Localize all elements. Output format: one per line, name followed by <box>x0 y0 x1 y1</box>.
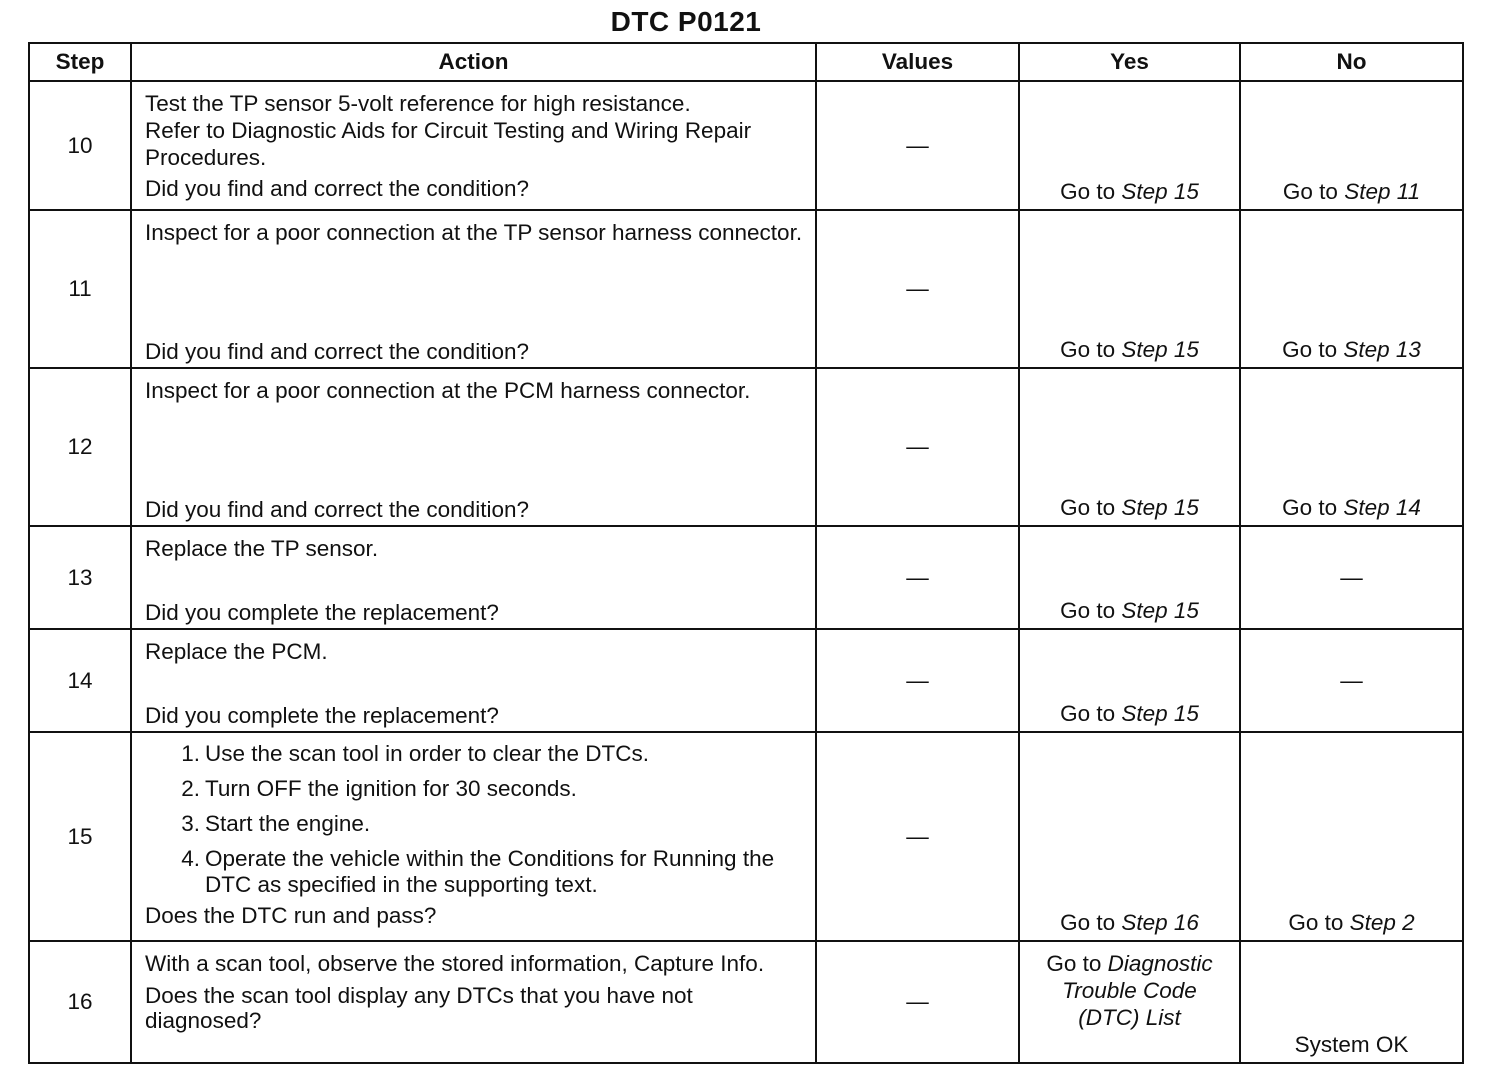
values-cell: — <box>816 629 1019 732</box>
table-row <box>29 941 1463 1063</box>
action-cell <box>131 941 816 1063</box>
yes-prefix: Go to <box>1060 910 1116 935</box>
no-prefix: Go to <box>1282 179 1338 204</box>
list-number: 4. <box>181 846 200 871</box>
list-item <box>145 846 803 898</box>
list-text: Use the scan tool in order to clear the DTCs. <box>205 741 649 766</box>
no-link[interactable]: Step 14 <box>1343 495 1421 520</box>
yes-link[interactable]: Step 15 <box>1121 179 1199 204</box>
yes-cell <box>1019 81 1240 210</box>
header-step: Step <box>29 43 131 81</box>
action-question: Did you find and correct the condition? <box>145 497 529 522</box>
action-text: Test the TP sensor 5-volt reference for high resistance. <box>145 91 691 116</box>
no-cell <box>1240 732 1463 941</box>
action-question: Does the scan tool display any DTCs that you have not diagnosed? <box>145 983 693 1033</box>
no-cell: — <box>1240 526 1463 629</box>
no-link[interactable]: Step 13 <box>1343 337 1421 362</box>
no-prefix: Go to <box>1282 337 1338 362</box>
yes-link[interactable]: Diagnostic Trouble Code (DTC) List <box>1062 951 1213 1030</box>
action-text: Refer to Diagnostic Aids for Circuit Testing and Wiring Repair Procedures. <box>145 118 752 170</box>
no-cell <box>1240 368 1463 526</box>
step-number: 14 <box>29 629 131 732</box>
yes-prefix: Go to <box>1060 598 1116 623</box>
list-text: Turn OFF the ignition for 30 seconds. <box>205 776 577 801</box>
action-question: Did you complete the replacement? <box>145 703 499 728</box>
header-action: Action <box>131 43 816 81</box>
step-number: 11 <box>29 210 131 368</box>
action-question: Did you find and correct the condition? <box>145 339 529 364</box>
yes-cell <box>1019 526 1240 629</box>
step-number: 16 <box>29 941 131 1063</box>
action-cell <box>131 629 816 732</box>
header-row <box>29 43 1463 81</box>
values-cell: — <box>816 526 1019 629</box>
table-row <box>29 368 1463 526</box>
list-item <box>145 741 803 767</box>
yes-link[interactable]: Step 15 <box>1121 701 1199 726</box>
no-prefix: Go to <box>1282 495 1338 520</box>
list-text: Operate the vehicle within the Conditions for Running the DTC as specified in the supporting text. <box>205 846 775 897</box>
action-cell <box>131 210 816 368</box>
values-cell: — <box>816 732 1019 941</box>
step-number: 10 <box>29 81 131 210</box>
action-text: Inspect for a poor connection at the TP sensor harness connector. <box>145 220 803 245</box>
step-number: 15 <box>29 732 131 941</box>
table-row <box>29 210 1463 368</box>
header-values: Values <box>816 43 1019 81</box>
yes-link[interactable]: Step 15 <box>1121 495 1199 520</box>
yes-cell <box>1019 210 1240 368</box>
values-cell: — <box>816 210 1019 368</box>
yes-prefix: Go to <box>1060 701 1116 726</box>
no-link[interactable]: Step 11 <box>1344 179 1421 204</box>
yes-prefix: Go to <box>1060 337 1116 362</box>
table-row <box>29 81 1463 210</box>
action-cell <box>131 526 816 629</box>
action-text: With a scan tool, observe the stored information, Capture Info. <box>145 951 765 976</box>
values-cell: — <box>816 941 1019 1063</box>
no-cell <box>1240 81 1463 210</box>
action-question: Did you complete the replacement? <box>145 600 499 625</box>
action-text: Inspect for a poor connection at the PCM harness connector. <box>145 378 751 403</box>
step-number: 13 <box>29 526 131 629</box>
list-number: 1. <box>181 741 200 766</box>
action-question: Did you find and correct the condition? <box>145 176 529 201</box>
no-cell: — <box>1240 629 1463 732</box>
table-row <box>29 732 1463 941</box>
no-cell <box>1240 210 1463 368</box>
yes-cell <box>1019 941 1240 1063</box>
no-cell: System OK <box>1240 941 1463 1063</box>
procedure-list <box>145 741 803 898</box>
page-title: DTC P0121 <box>610 6 762 37</box>
yes-prefix: Go to <box>1060 495 1116 520</box>
yes-cell <box>1019 368 1240 526</box>
yes-link[interactable]: Step 16 <box>1121 910 1199 935</box>
yes-link[interactable]: Step 15 <box>1121 337 1199 362</box>
action-cell <box>131 81 816 210</box>
yes-cell <box>1019 732 1240 941</box>
yes-cell <box>1019 629 1240 732</box>
table-row <box>29 526 1463 629</box>
header-no: No <box>1240 43 1463 81</box>
no-link[interactable]: Step 2 <box>1349 910 1415 935</box>
values-cell: — <box>816 81 1019 210</box>
action-cell <box>131 368 816 526</box>
list-item <box>145 811 803 837</box>
yes-prefix: Go to <box>1046 951 1102 976</box>
action-text: Replace the TP sensor. <box>145 536 379 561</box>
diagnostic-table <box>28 42 1464 1064</box>
list-number: 3. <box>181 811 200 836</box>
header-yes: Yes <box>1019 43 1240 81</box>
list-text: Start the engine. <box>205 811 371 836</box>
action-question: Does the DTC run and pass? <box>145 903 437 928</box>
yes-prefix: Go to <box>1060 179 1116 204</box>
list-item <box>145 776 803 802</box>
no-prefix: Go to <box>1288 910 1344 935</box>
yes-link[interactable]: Step 15 <box>1121 598 1199 623</box>
step-number: 12 <box>29 368 131 526</box>
action-cell <box>131 732 816 941</box>
action-text: Replace the PCM. <box>145 639 328 664</box>
table-row <box>29 629 1463 732</box>
list-number: 2. <box>181 776 200 801</box>
values-cell: — <box>816 368 1019 526</box>
